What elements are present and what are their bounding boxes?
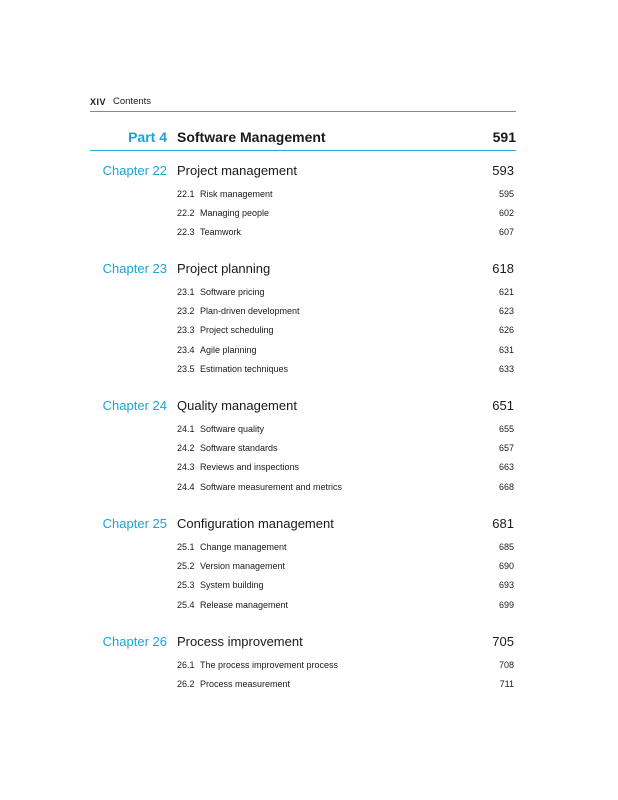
section-number: 23.2 <box>177 306 195 317</box>
section-entry <box>90 561 516 580</box>
section-title: The process improvement process <box>200 660 339 670</box>
section-entry <box>90 600 516 619</box>
section-title: Release management <box>200 599 289 610</box>
section-page: 711 <box>499 679 514 690</box>
part-heading <box>90 128 516 151</box>
section-entry <box>90 345 516 364</box>
section-entry <box>90 364 516 383</box>
section-entry <box>90 189 516 208</box>
section-title: Software pricing <box>200 287 265 297</box>
section-number: 24.1 <box>177 424 195 434</box>
section-number: 24.4 <box>177 481 195 492</box>
section-number: 24.3 <box>177 462 195 473</box>
section-page: 657 <box>498 443 514 454</box>
section-title: Teamwork <box>200 227 242 238</box>
section-entry <box>90 482 516 501</box>
section-page: 595 <box>498 189 514 199</box>
section-entry <box>90 580 516 599</box>
section-number: 22.2 <box>177 208 195 219</box>
chapter-page: 651 <box>492 398 514 413</box>
section-entry <box>90 227 516 246</box>
section-page: 663 <box>498 462 514 473</box>
chapter-page: 618 <box>492 261 514 276</box>
section-page: 685 <box>498 542 514 552</box>
chapter-label: Chapter 26 <box>102 634 167 649</box>
section-number: 23.4 <box>177 344 195 355</box>
section-page: 708 <box>498 660 514 670</box>
section-entry <box>90 306 516 325</box>
chapter-title: Configuration management <box>177 516 334 531</box>
chapter-22 <box>90 163 516 247</box>
section-page: 693 <box>498 580 514 591</box>
section-number: 25.4 <box>177 599 195 610</box>
chapter-label: Chapter 22 <box>102 163 167 178</box>
section-entry <box>90 325 516 344</box>
section-entry <box>90 287 516 306</box>
chapter-heading <box>90 398 516 416</box>
part-title: Software Management <box>177 129 326 145</box>
chapter-heading <box>90 516 516 534</box>
chapter-label: Chapter 23 <box>102 261 167 276</box>
section-page: 602 <box>498 208 514 219</box>
section-title: Software quality <box>200 424 265 434</box>
section-entry <box>90 679 516 698</box>
section-entry <box>90 660 516 679</box>
chapter-23 <box>90 261 516 383</box>
section-title: Reviews and inspections <box>200 462 300 473</box>
section-title: Estimation techniques <box>200 363 289 374</box>
section-number: 26.2 <box>177 679 195 690</box>
section-list <box>90 424 516 501</box>
section-title: Version management <box>200 561 286 572</box>
section-entry <box>90 424 516 443</box>
section-number: 23.3 <box>177 325 195 336</box>
section-page: 631 <box>498 344 514 355</box>
part-label: Part 4 <box>128 129 167 145</box>
section-title: Software standards <box>200 443 278 454</box>
section-title: Plan-driven development <box>200 306 300 317</box>
section-number: 25.3 <box>177 580 195 591</box>
section-number: 22.1 <box>177 189 195 199</box>
chapter-heading <box>90 261 516 279</box>
section-title: Agile planning <box>200 344 257 355</box>
section-entry <box>90 542 516 561</box>
chapter-heading <box>90 634 516 652</box>
chapter-title: Quality management <box>177 398 297 413</box>
section-title: System building <box>200 580 264 591</box>
section-list <box>90 189 516 247</box>
part-page: 591 <box>492 129 516 145</box>
chapter-page: 681 <box>492 516 514 531</box>
section-number: 23.1 <box>177 287 195 297</box>
section-page: 655 <box>498 424 514 434</box>
section-page: 690 <box>498 561 514 572</box>
section-number: 24.2 <box>177 443 195 454</box>
chapter-24 <box>90 398 516 501</box>
section-title: Managing people <box>200 208 270 219</box>
running-header <box>90 96 516 112</box>
section-title: Change management <box>200 542 287 552</box>
section-title: Project scheduling <box>200 325 274 336</box>
chapter-title: Project management <box>177 163 297 178</box>
section-number: 22.3 <box>177 227 195 238</box>
section-number: 23.5 <box>177 363 195 374</box>
section-number: 25.1 <box>177 542 195 552</box>
section-title: Software measurement and metrics <box>200 481 343 492</box>
chapter-page: 705 <box>492 634 514 649</box>
section-title: Process measurement <box>200 679 291 690</box>
section-title: Risk management <box>200 189 273 199</box>
section-entry <box>90 462 516 481</box>
section-page: 668 <box>498 481 514 492</box>
section-list <box>90 660 516 698</box>
section-page: 623 <box>498 306 514 317</box>
section-page: 626 <box>498 325 514 336</box>
section-page: 699 <box>498 599 514 610</box>
chapter-title: Project planning <box>177 261 271 276</box>
section-number: 25.2 <box>177 561 195 572</box>
section-entry <box>90 443 516 462</box>
section-list <box>90 287 516 383</box>
section-list <box>90 542 516 619</box>
chapter-label: Chapter 25 <box>102 516 167 531</box>
section-entry <box>90 208 516 227</box>
chapter-label: Chapter 24 <box>102 398 167 413</box>
chapter-page: 593 <box>492 163 514 178</box>
section-page: 633 <box>498 363 514 374</box>
chapter-title: Process improvement <box>177 634 303 649</box>
section-page: 607 <box>498 227 514 238</box>
chapter-heading <box>90 163 516 181</box>
section-page: 621 <box>498 287 514 297</box>
chapter-25 <box>90 516 516 619</box>
page-number: XIV <box>90 97 107 107</box>
chapter-26 <box>90 634 516 698</box>
running-title: Contents <box>113 96 152 107</box>
section-number: 26.1 <box>177 660 195 670</box>
